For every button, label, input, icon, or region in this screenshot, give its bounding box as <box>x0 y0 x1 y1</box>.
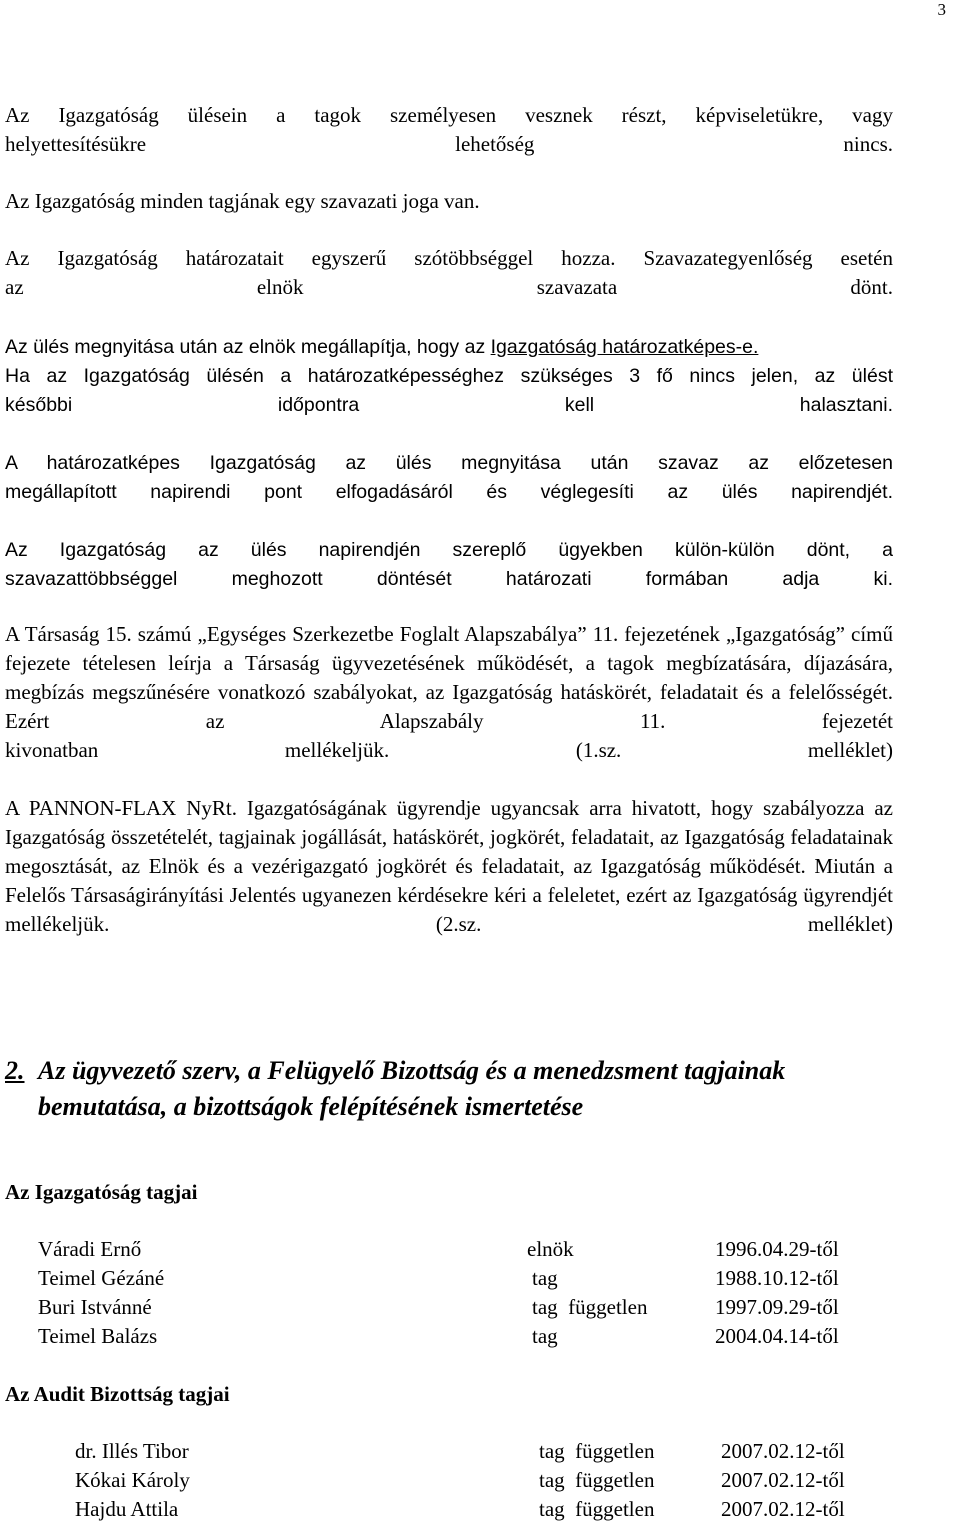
paragraph-line: „Igazgatóság” című fejezete tételesen leírja a Társaság ügyvezetésének működését, a <box>5 622 893 675</box>
paragraph-line: az elnök szavazata dönt. <box>5 275 893 299</box>
page-number: 3 <box>937 0 946 19</box>
member-role: tag független <box>539 1497 655 1521</box>
paragraph-line: Az Igazgatóság minden tagjának egy szavazati joga van. <box>5 189 480 213</box>
paragraph-2 <box>5 187 893 216</box>
paragraph-line: kivonatban mellékeljük. (1.sz. melléklet) <box>5 738 893 762</box>
paragraph-line: Az Igazgatóság határozatait egyszerű szótöbbséggel hozza. Szavazategyenlőség esetén <box>5 246 893 270</box>
member-name: Hajdu Attila <box>75 1497 179 1521</box>
member-role: tag <box>532 1324 558 1348</box>
paragraph-line: Az Igazgatóság ülésein a tagok személyesen vesznek részt, képviseletükre, vagy <box>5 103 893 127</box>
member-name: Teimel Balázs <box>38 1324 158 1348</box>
paragraph-line: Ha az Igazgatóság ülésén a határozatképességhez szükséges 3 fő nincs jelen, az ülést <box>5 365 893 387</box>
section-number: 2. <box>5 1056 25 1085</box>
member-date: 2007.02.12-től <box>721 1497 845 1521</box>
paragraph-line: A határozatképes Igazgatóság az ülés megnyitása után szavaz az előzetesen <box>5 452 893 474</box>
paragraph-line: mellékeljük. (2.sz. melléklet) <box>5 912 893 936</box>
paragraph-line: tagok megbízatására, díjazására, megbízás megszűnésére vonatkozó szabályokat, az <box>5 651 894 704</box>
paragraph-line: Jelentés ugyanezen kérdésekre kéri a feleletet, ezért az Igazgatóság ügyrendjét <box>229 883 893 907</box>
section-title-line: bemutatása, a bizottságok felépítésének ismertetése <box>38 1092 584 1121</box>
paragraph-7 <box>5 620 893 765</box>
member-role: tag független <box>539 1468 655 1492</box>
member-date: 1996.04.29-től <box>715 1237 839 1261</box>
paragraph-3 <box>5 244 893 302</box>
member-name: Teimel Gézáné <box>38 1266 165 1290</box>
underlined-term: Igazgatóság határozatképes-e. <box>490 336 759 358</box>
member-role: tag független <box>539 1439 655 1463</box>
paragraph-line: Igazgatóság hatáskörét, feladatait és a felelősségét. Ezért az Alapszabály 11. fejezetét <box>5 680 894 733</box>
member-name: dr. Illés Tibor <box>75 1439 189 1463</box>
member-date: 2007.02.12-től <box>721 1468 845 1492</box>
paragraph-text: Az ülés megnyitása után az elnök megállapítja, hogy az <box>5 336 491 358</box>
board-heading: Az Igazgatóság tagjai <box>5 1180 198 1204</box>
paragraph-6 <box>5 536 893 594</box>
paragraph-line: feladatait, az Igazgatóság feladatainak megosztását, az Elnök és a vezérigazgató <box>5 825 893 878</box>
paragraph-8 <box>5 794 893 939</box>
paragraph-line: szavazattöbbséggel meghozott döntését határozati formában adja ki. <box>5 568 893 590</box>
paragraph-line: szabályozza az Igazgatóság összetételét, tagjainak jogállását, hatáskörét, jogkörét, <box>5 796 893 849</box>
member-role: tag független <box>532 1295 648 1319</box>
paragraph-4-continued <box>5 362 893 420</box>
member-date: 2004.04.14-től <box>715 1324 839 1348</box>
member-date: 1988.10.12-től <box>715 1266 839 1290</box>
paragraph-line: A Társaság 15. számú „Egységes Szerkezetbe Foglalt Alapszabálya” 11. fejezetének <box>5 622 720 646</box>
section-title <box>5 1053 905 1125</box>
audit-heading: Az Audit Bizottság tagjai <box>5 1382 230 1406</box>
member-role: tag <box>532 1266 558 1290</box>
paragraph-4 <box>5 333 893 362</box>
paragraph-line: későbbi időpontra kell halasztani. <box>5 394 893 416</box>
paragraph-5 <box>5 449 893 507</box>
member-date: 2007.02.12-től <box>721 1439 845 1463</box>
paragraph-line: Az Igazgatóság az ülés napirendjén szereplő ügyekben külön-külön dönt, a <box>5 539 893 561</box>
section-title-line: Az ügyvezető szerv, a Felügyelő Bizottság és a menedzsment tagjainak <box>38 1056 786 1085</box>
member-name: Buri Istvánné <box>38 1295 152 1319</box>
paragraph-line: A PANNON-FLAX NyRt. Igazgatóságának ügyrendje ugyancsak arra hivatott, hogy <box>5 796 754 820</box>
paragraph-line: megállapított napirendi pont elfogadásáról és véglegesíti az ülés napirendjét. <box>5 481 893 503</box>
member-role: elnök <box>527 1237 574 1261</box>
paragraph-line: jogkörét és feladatait, az Igazgatóság működését. Miután a Felelős Társaságirányítási <box>5 854 893 907</box>
member-date: 1997.09.29-től <box>715 1295 839 1319</box>
member-name: Váradi Ernő <box>38 1237 142 1261</box>
member-name: Kókai Károly <box>75 1468 190 1492</box>
paragraph-1 <box>5 101 893 159</box>
paragraph-line: helyettesítésükre lehetőség nincs. <box>5 132 893 156</box>
